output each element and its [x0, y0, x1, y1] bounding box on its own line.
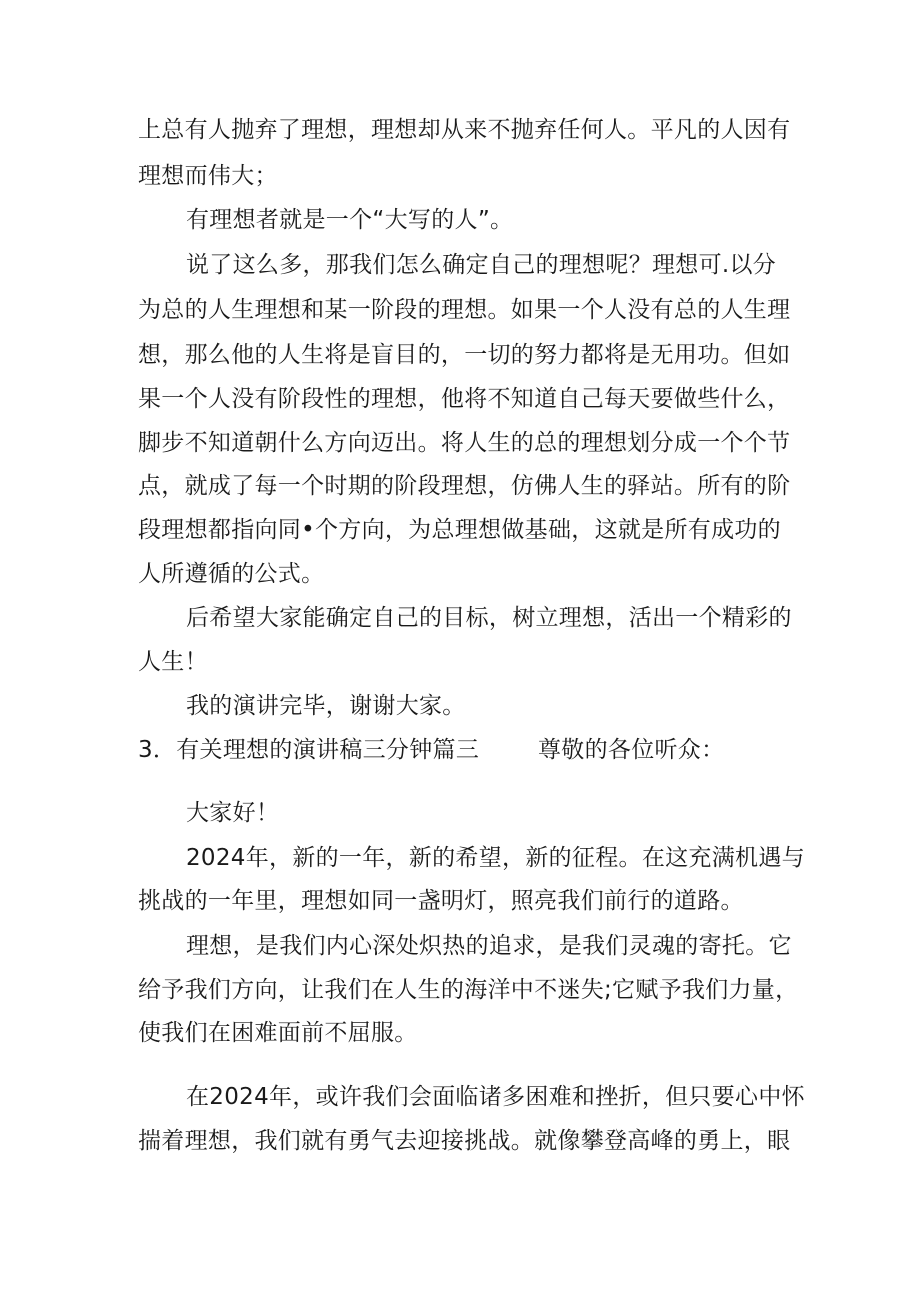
paragraph-line: 理想，是我们内心深处炽热的追求，是我们灵魂的寄托。它: [186, 933, 792, 959]
paragraph-line: 理想而伟大；: [138, 163, 278, 189]
paragraph-line: 点，就成了每一个时期的阶段理想，仿佛人生的驿站。所有的阶: [138, 473, 791, 499]
paragraph-line: 人所遵循的公式。: [138, 561, 325, 587]
section-heading: 3．有关理想的演讲稿三分钟篇三: [138, 737, 480, 763]
paragraph-line: 脚步不知道朝什么方向迈出。将人生的总的理想划分成一个个节: [138, 430, 791, 456]
paragraph-line: 有理想者就是一个“大写的人”。: [186, 207, 514, 233]
paragraph-line: 大家好！: [186, 800, 280, 826]
paragraph-line: 揣着理想，我们就有勇气去迎接挑战。就像攀登高峰的勇上，眼: [138, 1128, 791, 1154]
paragraph-line: 上总有人抛弃了理想，理想却从来不抛弃任何人。平凡的人因有: [138, 117, 791, 143]
paragraph-line: 果一个人没有阶段性的理想，他将不知道自己每天要做些什么，: [138, 386, 791, 412]
paragraph-line: 2024年，新的一年，新的希望，新的征程。在这充满机遇与: [186, 845, 805, 871]
section-salutation: 尊敬的各位听众：: [538, 737, 725, 763]
paragraph-line: 为总的人生理想和某一阶段的理想。如果一个人没有总的人生理: [138, 297, 791, 323]
paragraph-line: 我的演讲完毕，谢谢大家。: [186, 693, 466, 719]
paragraph-line: 挑战的一年里，理想如同一盏明灯，照亮我们前行的道路。: [138, 888, 744, 914]
paragraph-line: 在2024年，或许我们会面临诸多困难和挫折，但只要心中怀: [186, 1084, 805, 1110]
paragraph-line: 使我们在困难面前不屈服。: [138, 1020, 418, 1046]
paragraph-line: 想，那么他的人生将是盲目的，一切的努力都将是无用功。但如: [138, 342, 791, 368]
paragraph-line: 人生！: [138, 649, 208, 675]
paragraph-line: 后希望大家能确定自己的目标，树立理想，活出一个精彩的: [186, 605, 792, 631]
paragraph-line: 说了这么多，那我们怎么确定自己的理想呢？理想可.以分: [186, 252, 777, 278]
paragraph-line: 给予我们方向，让我们在人生的海洋中不迷失;它赋予我们力量，: [138, 977, 799, 1003]
paragraph-line: 段理想都指向同•个方向，为总理想做基础，这就是所有成功的: [138, 517, 781, 543]
